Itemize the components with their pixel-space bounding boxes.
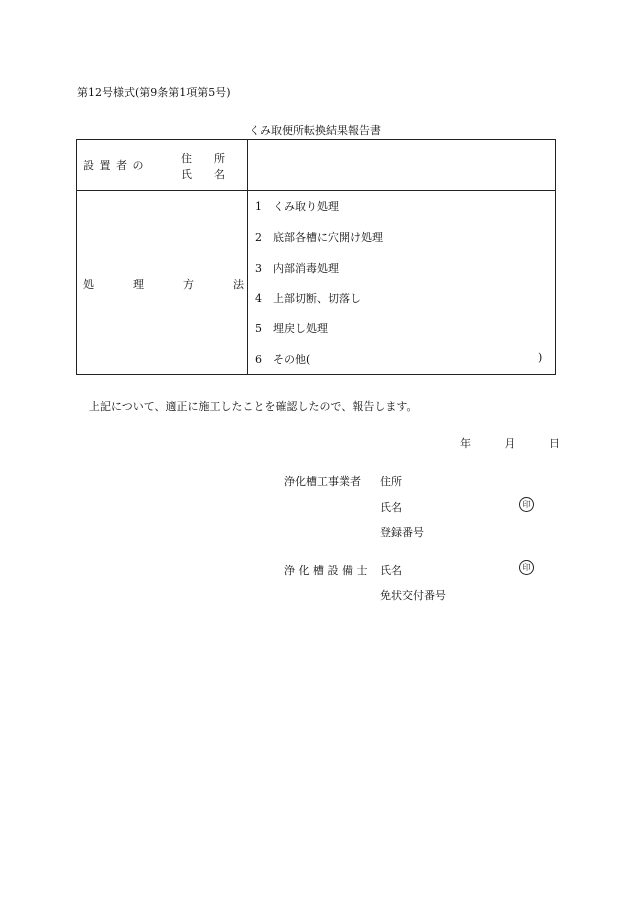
address-label: 住 所: [181, 152, 225, 165]
method-item: 4 上部切断、切落し: [255, 292, 361, 305]
report-table: [76, 139, 556, 375]
seal-mark: 印: [519, 560, 534, 575]
installer-label: 設 置 者 の: [83, 159, 145, 172]
contractor-address-label: 住所: [380, 475, 402, 488]
technician-license-label: 免状交付番号: [380, 589, 446, 602]
method-item: 5 埋戻し処理: [255, 322, 328, 335]
form-number: 第12号様式(第9条第1項第5号): [77, 86, 231, 99]
table-row-divider: [77, 190, 555, 191]
method-item: 3 内部消毒処理: [255, 262, 339, 275]
statement-text: 上記について、適正に施工したことを確認したので、報告します。: [89, 400, 418, 413]
method-label-char: 処: [83, 278, 94, 291]
method-item: 1 くみ取り処理: [255, 200, 339, 213]
seal-mark: 印: [519, 497, 534, 512]
table-column-divider: [247, 140, 248, 374]
method-item-other: 6 その他(: [255, 353, 311, 366]
method-item: 2 底部各槽に穴開け処理: [255, 231, 383, 244]
technician-label: 浄 化 槽 設 備 士: [284, 564, 368, 577]
date-day: 日: [549, 437, 560, 450]
method-label-char: 方: [183, 278, 194, 291]
date-month: 月: [504, 437, 516, 450]
method-label-char: 理: [133, 278, 144, 291]
document-title: くみ取便所転換結果報告書: [249, 124, 381, 137]
date-year: 年: [460, 437, 471, 450]
contractor-label: 浄化槽工事業者: [284, 475, 361, 488]
contractor-registration-label: 登録番号: [380, 526, 424, 539]
name-label: 氏 名: [181, 168, 225, 181]
date-row: [460, 435, 560, 451]
method-label-char: 法: [233, 278, 244, 291]
technician-name-label: 氏名: [380, 564, 402, 577]
contractor-name-label: 氏名: [380, 501, 402, 514]
other-close-paren: ): [538, 351, 543, 364]
